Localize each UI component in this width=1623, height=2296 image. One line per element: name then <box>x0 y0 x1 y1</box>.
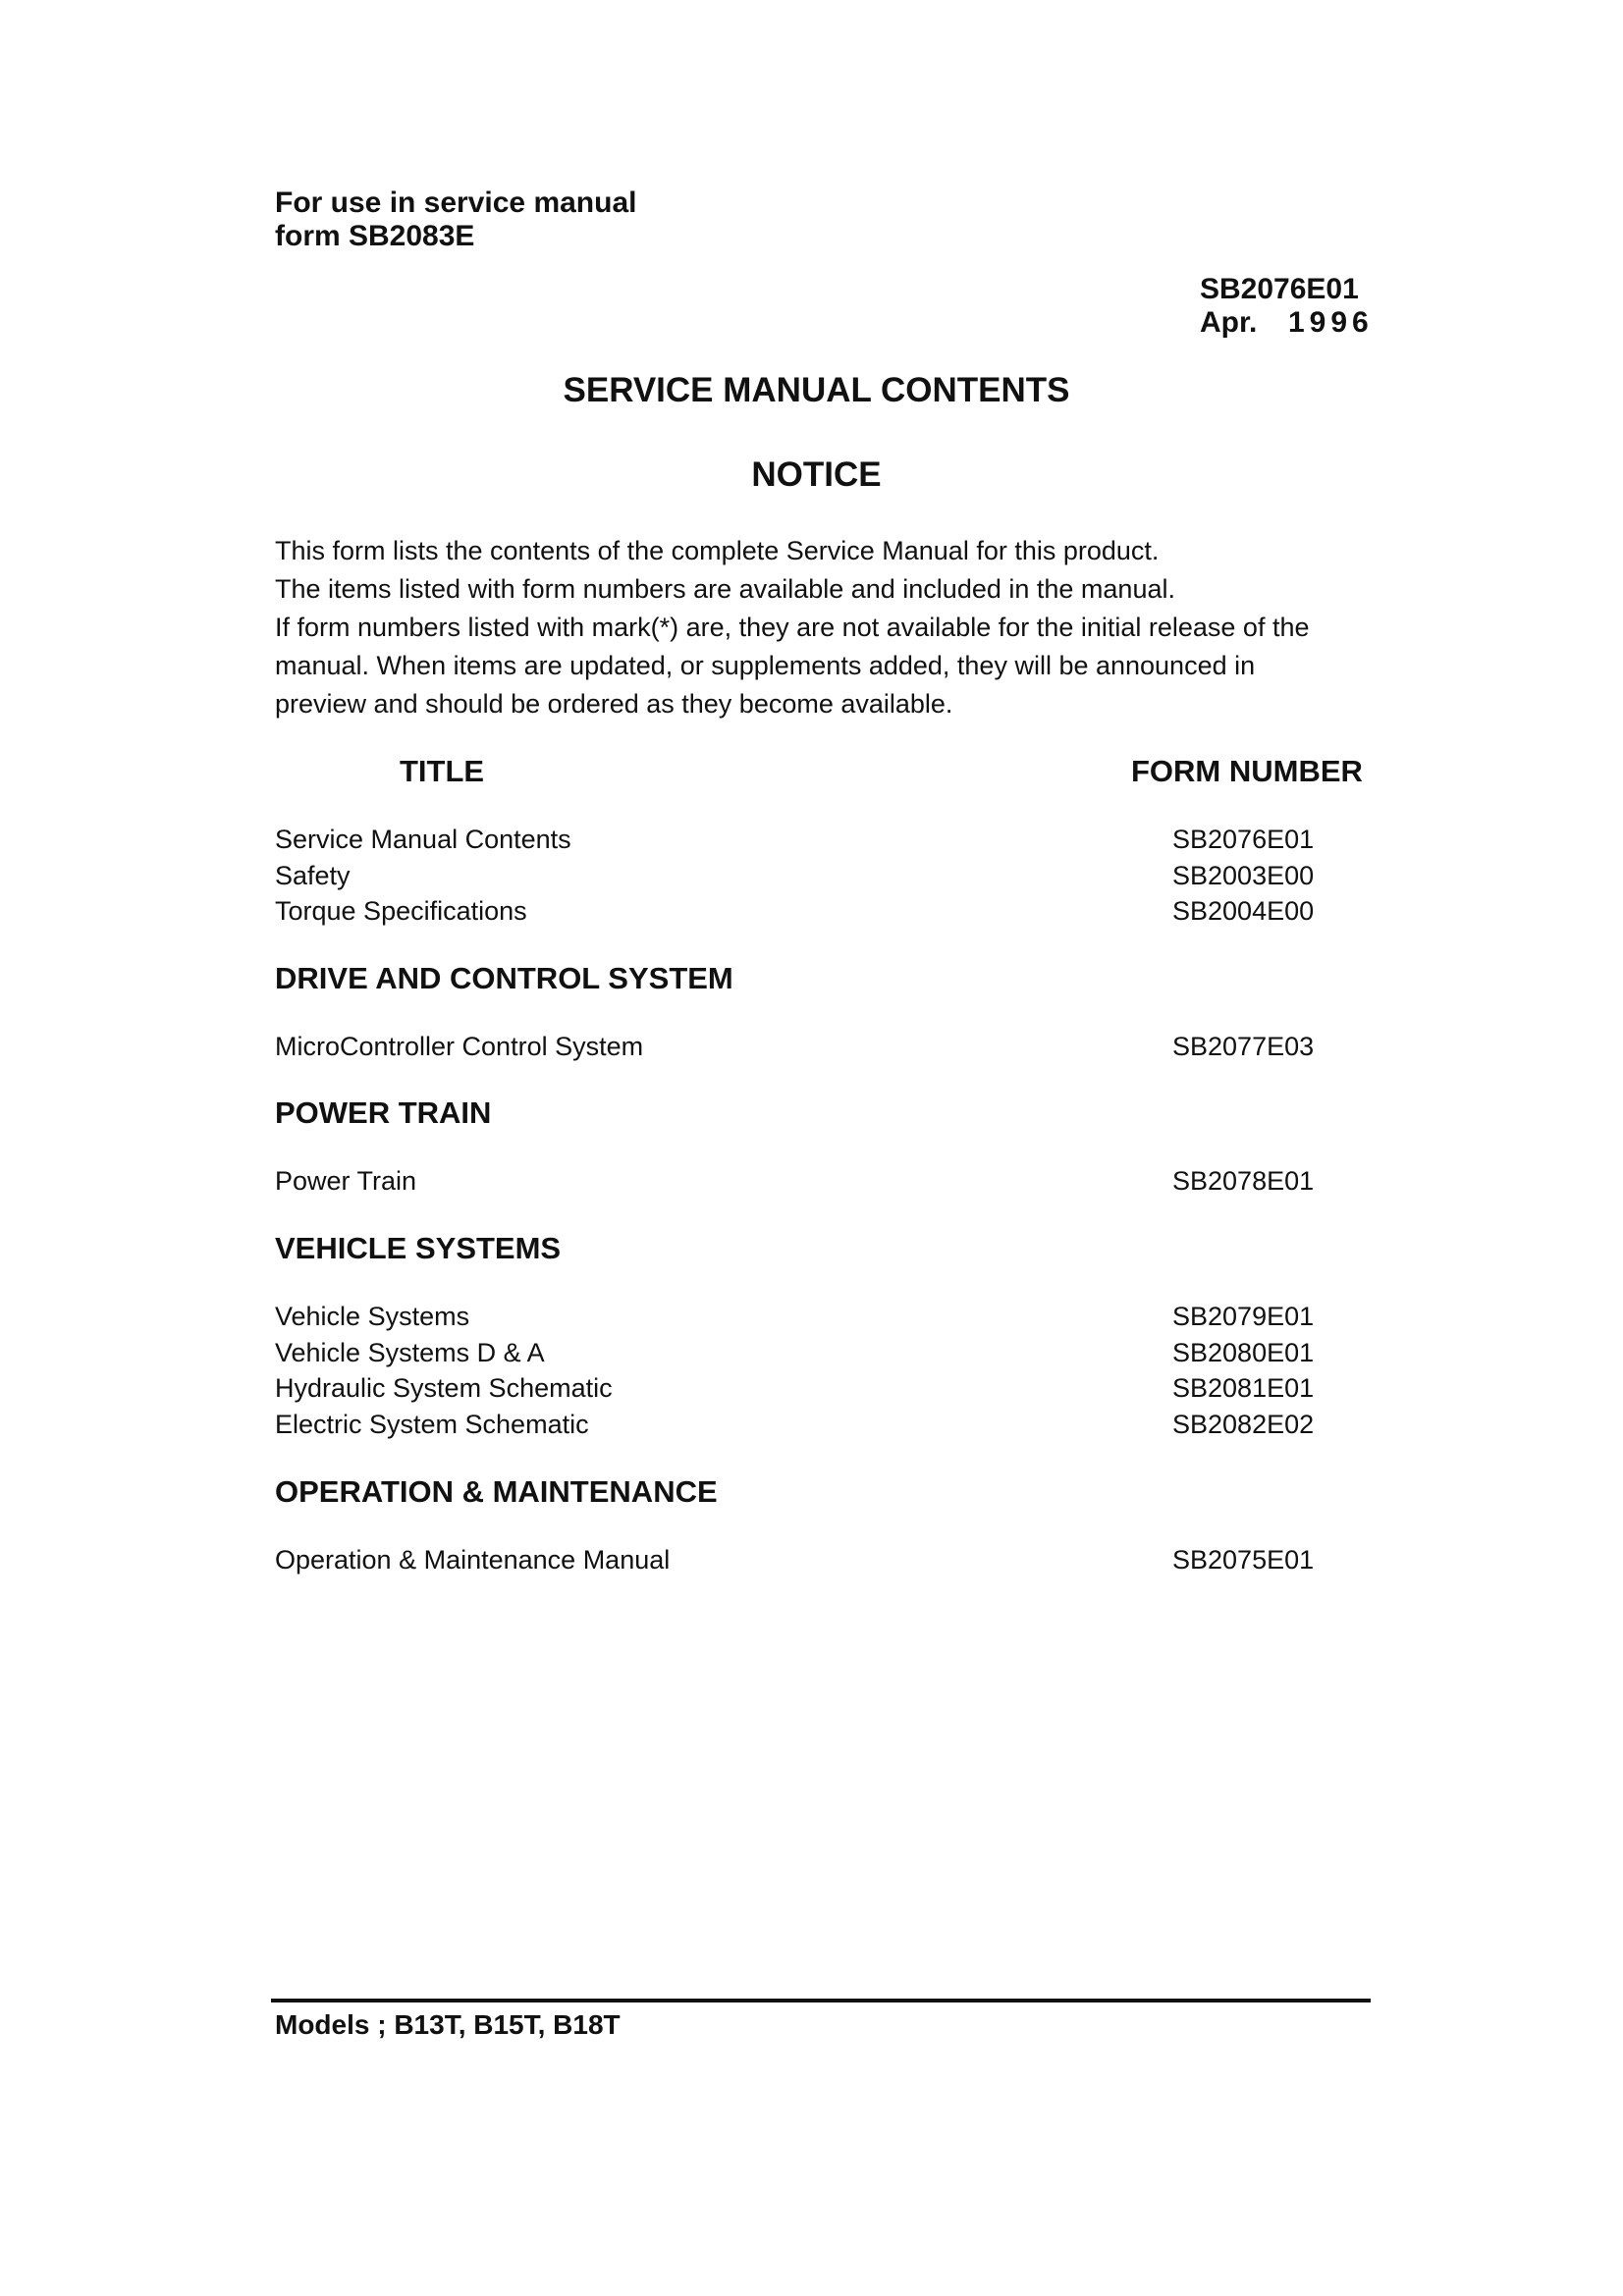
notice-heading: NOTICE <box>751 455 882 494</box>
footer-divider <box>271 1999 1371 2002</box>
item-title: Vehicle Systems D & A <box>275 1337 545 1367</box>
item-form-number: SB2078E01 <box>1172 1166 1315 1196</box>
document-date-month: Apr. <box>1200 306 1258 339</box>
list-item <box>275 893 1375 930</box>
list-item <box>275 1370 1375 1407</box>
item-form-number: SB2079E01 <box>1172 1302 1315 1331</box>
section-heading: POWER TRAIN <box>275 1095 492 1130</box>
column-header-form-number: FORM NUMBER <box>1131 754 1363 788</box>
item-title: Hydraulic System Schematic <box>275 1373 613 1403</box>
item-title: Torque Specifications <box>275 896 527 926</box>
section-heading: OPERATION & MAINTENANCE <box>275 1474 718 1509</box>
item-form-number: SB2082E02 <box>1172 1409 1315 1439</box>
section-vehicle-systems <box>275 1231 1375 1442</box>
section-heading: DRIVE AND CONTROL SYSTEM <box>275 961 733 995</box>
item-form-number: SB2081E01 <box>1172 1373 1315 1403</box>
item-title: Electric System Schematic <box>275 1409 589 1439</box>
item-title: Service Manual Contents <box>275 825 571 854</box>
form-reference <box>275 187 636 253</box>
section-heading: VEHICLE SYSTEMS <box>275 1231 562 1265</box>
list-item <box>275 1029 1375 1065</box>
item-form-number: SB2004E00 <box>1172 896 1315 926</box>
section-drive-and-control-system <box>275 961 1375 1065</box>
notice-line: The items listed with form numbers are available and included in the manual. <box>275 574 1175 604</box>
item-title: MicroController Control System <box>275 1032 644 1061</box>
item-form-number: SB2080E01 <box>1172 1337 1315 1367</box>
document-date-year: 1996 <box>1288 306 1374 339</box>
item-title: Power Train <box>275 1166 417 1196</box>
notice-line: If form numbers listed with mark(*) are, they are not available for the initial release of the <box>275 613 1310 642</box>
document-date <box>1200 306 1374 340</box>
item-title: Operation & Maintenance Manual <box>275 1545 671 1575</box>
list-item <box>275 1407 1375 1443</box>
item-form-number: SB2076E01 <box>1172 825 1315 854</box>
notice-line: preview and should be ordered as they become available. <box>275 689 953 719</box>
item-title: Safety <box>275 860 351 890</box>
form-reference-line-2: form SB2083E <box>275 220 475 252</box>
footer-models: Models ; B13T, B15T, B18T <box>275 2009 621 2040</box>
notice-line: manual. When items are updated, or supplements added, they will be announced in <box>275 651 1256 680</box>
form-reference-line-1: For use in service manual <box>275 187 637 219</box>
notice-line: This form lists the contents of the complete Service Manual for this product. <box>275 536 1160 565</box>
section-power-train <box>275 1095 1375 1200</box>
list-item <box>275 1335 1375 1371</box>
notice-paragraph <box>275 532 1375 723</box>
page-title: SERVICE MANUAL CONTENTS <box>563 371 1070 409</box>
section-operation-and-maintenance <box>275 1474 1375 1578</box>
item-form-number: SB2075E01 <box>1172 1545 1315 1575</box>
document-number: SB2076E01 <box>1200 273 1359 305</box>
list-item <box>275 1163 1375 1200</box>
item-title: Vehicle Systems <box>275 1302 470 1331</box>
list-item <box>275 1299 1375 1335</box>
column-header-title: TITLE <box>400 754 485 788</box>
list-item <box>275 822 1375 858</box>
list-item <box>275 858 1375 894</box>
document-id-block <box>1200 273 1374 340</box>
list-item <box>275 1542 1375 1578</box>
item-form-number: SB2003E00 <box>1172 860 1315 890</box>
item-form-number: SB2077E03 <box>1172 1032 1315 1061</box>
general-items-list <box>275 822 1375 930</box>
